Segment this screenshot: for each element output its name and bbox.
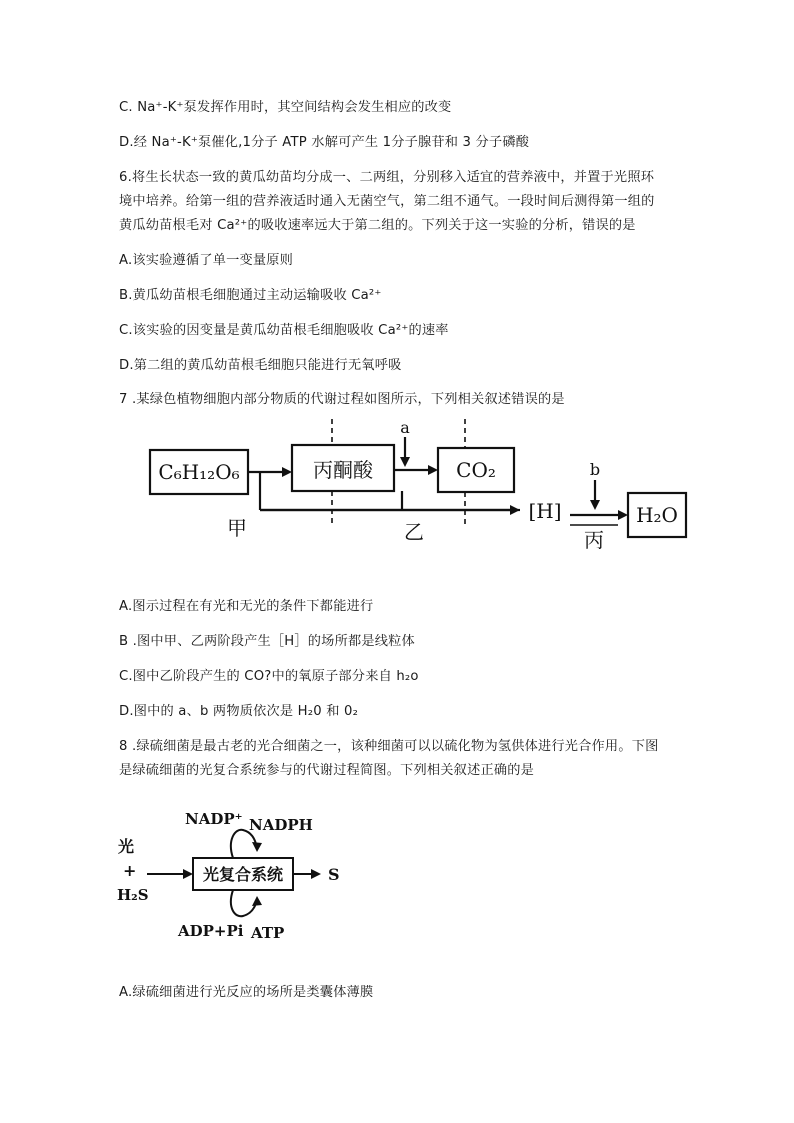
- option-b-q6: B.黄瓜幼苗根毛细胞通过主动运输吸收 Ca²⁺: [119, 288, 382, 303]
- option-d-q5: D.经 Na⁺-K⁺泵催化,1分子 ATP 水解可产生 1分子腺苷和 3 分子磷酸: [119, 135, 530, 150]
- photo-complex-diagram: [115, 800, 375, 950]
- stage-yi-label: 乙: [404, 520, 424, 544]
- system-label: 光复合系统: [202, 865, 284, 884]
- adp-label: ADP+Pi: [178, 922, 244, 940]
- option-c-q6: C.该实验的因变量是黄瓜幼苗根毛细胞吸收 Ca²⁺的速率: [119, 323, 449, 338]
- option-d-q6: D.第二组的黄瓜幼苗根毛细胞只能进行无氧呼吸: [119, 358, 402, 373]
- pyruvate-label: 丙酮酸: [313, 458, 373, 482]
- option-c-q7: C.图中乙阶段产生的 CO?中的氧原子部分来自 h₂o: [119, 669, 419, 684]
- nadp-label: NADP⁺: [185, 810, 243, 828]
- co2-label: CO₂: [456, 458, 496, 482]
- option-b-q7: B .图中甲、乙两阶段产生［H］的场所都是线粒体: [119, 634, 415, 649]
- respiration-diagram: [140, 415, 700, 565]
- glucose-label: C₆H₁₂O₆: [158, 460, 240, 484]
- atp-label: ATP: [251, 924, 285, 942]
- question-7: 7 .某绿色植物细胞内部分物质的代谢过程如图所示，下列相关叙述错误的是: [119, 392, 565, 407]
- a-label: a: [400, 418, 410, 437]
- b-label: b: [589, 460, 601, 479]
- option-a-q6: A.该实验遵循了单一变量原则: [119, 253, 294, 268]
- question-8-line1: 8 .绿硫细菌是最古老的光合细菌之一，该种细菌可以以硫化物为氢供体进行光合作用。下图: [119, 739, 659, 754]
- s-label: S: [328, 865, 340, 884]
- h2s-label: H₂S: [117, 886, 149, 904]
- question-6-line3: 黄瓜幼苗根毛对 Ca²⁺的吸收速率远大于第二组的。下列关于这一实验的分析，错误的是: [119, 218, 636, 233]
- option-a-q7: A.图示过程在有光和无光的条件下都能进行: [119, 599, 374, 614]
- question-6-line1: 6.将生长状态一致的黄瓜幼苗均分成一、二两组，分别移入适宜的营养液中，并置于光照环: [119, 170, 655, 185]
- nadph-label: NADPH: [249, 816, 313, 834]
- question-8-line2: 是绿硫细菌的光复合系统参与的代谢过程简图。下列相关叙述正确的是: [119, 763, 535, 778]
- stage-bing-label: 丙: [584, 528, 604, 552]
- question-6-line2: 境中培养。给第一组的营养液适时通入无菌空气，第二组不通气。一段时间后测得第一组的: [119, 194, 655, 209]
- option-d-q7: D.图中的 a、b 两物质依次是 H₂0 和 0₂: [119, 704, 359, 719]
- light-label: 光: [118, 837, 135, 856]
- plus-label: +: [123, 861, 137, 880]
- stage-jia-label: 甲: [227, 516, 247, 540]
- h-label: [H]: [528, 499, 562, 523]
- option-a-q8: A.绿硫细菌进行光反应的场所是类囊体薄膜: [119, 985, 374, 1000]
- water-label: H₂O: [636, 503, 678, 527]
- option-c-q5: C. Na⁺-K⁺泵发挥作用时，其空间结构会发生相应的改变: [119, 100, 452, 115]
